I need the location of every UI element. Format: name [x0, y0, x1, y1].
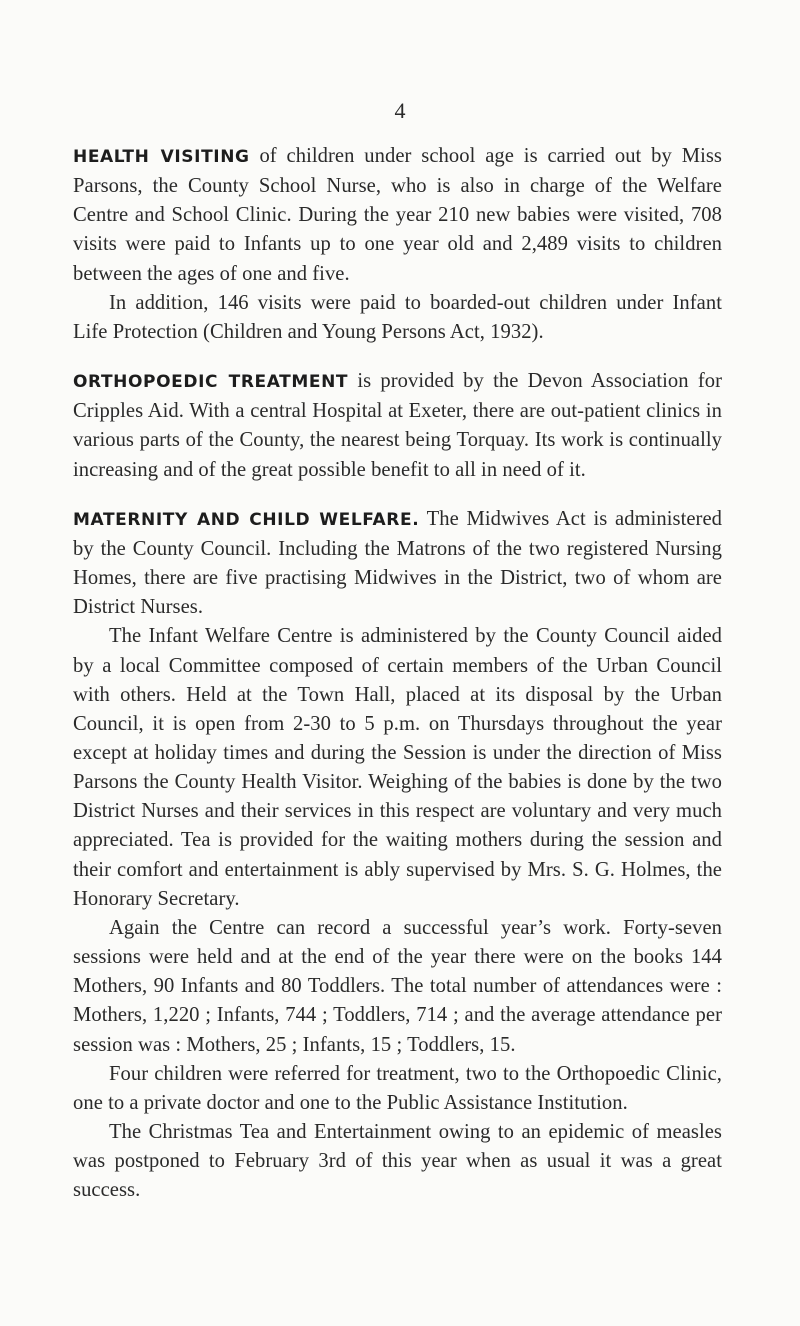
orthopoedic-paragraph — [73, 367, 722, 485]
maternity-paragraph — [73, 505, 722, 623]
maternity-heading: MATERNITY AND CHILD WELFARE. — [73, 509, 420, 530]
orthopoedic-text: is provided by the Devon Association for Cripples Aid. With a central Hospital at Exeter, there are out-patient clinics in various parts of the County, the nearest being Torquay. Its work is continually increasing and of the great possible benefit to all in need of it. — [73, 370, 722, 481]
infant-welfare-centre-paragraph: The Infant Welfare Centre is administered by the County Council aided by a local Committee composed of certain members of the Urban Council with others. Held at the Town Hall, placed at its disposal by the Urban Council, it is open from 2-30 to 5 p.m. on Thursdays throughout the year except at holiday times and during the Session is under the direction of Miss Parsons the County Health Visitor. Weighing of the babies is done by the two District Nurses and their services in this respect are voluntary and very much appreciated. Tea is provided for the waiting mothers during the session and their comfort and entertainment is ably supervised by Mrs. S. G. Holmes, the Honorary Secretary. — [73, 625, 722, 910]
successful-year-paragraph: Again the Centre can record a successful year’s work. Forty-seven sessions were held and at the end of the year there were on the books 144 Mothers, 90 Infants and 80 Toddlers. The total number of attendances were : Mothers, 1,220 ; Infants, 744 ; Toddlers, 714 ; and the average attendance per session was : Mothers, 25 ; Infants, 15 ; Toddlers, 15. — [73, 916, 722, 1056]
orthopoedic-heading: ORTHOPOEDIC TREATMENT — [73, 372, 349, 393]
referrals-paragraph: Four children were referred for treatment, two to the Orthopoedic Clinic, one to a private doctor and one to the Public Assistance Institution. — [73, 1062, 722, 1114]
boarded-out-paragraph: In addition, 146 visits were paid to boarded-out children under Infant Life Protection (Children and Young Persons Act, 1932). — [73, 291, 722, 343]
health-visiting-heading: HEALTH VISITING — [73, 147, 250, 167]
health-visiting-paragraph — [73, 142, 722, 289]
document-body — [73, 142, 722, 1205]
christmas-tea-paragraph: The Christmas Tea and Entertainment owing to an epidemic of measles was postponed to February 3rd of this year when as usual it was a great success. — [73, 1121, 722, 1202]
maternity-text: The Midwives Act is administered by the County Council. Including the Matrons of the two registered Nursing Homes, there are five practising Midwives in the District, two of whom are District Nurses. — [73, 507, 723, 619]
page-number: 4 — [394, 98, 406, 123]
health-visiting-text: of children under school age is carried out by Miss Parsons, the County School Nurse, who is also in charge of the Welfare Centre and School Clinic. During the year 210 new babies were visited, 708 visits were paid to Infants up to one year old and 2,489 visits to children between the ages of one and five. — [73, 145, 722, 285]
